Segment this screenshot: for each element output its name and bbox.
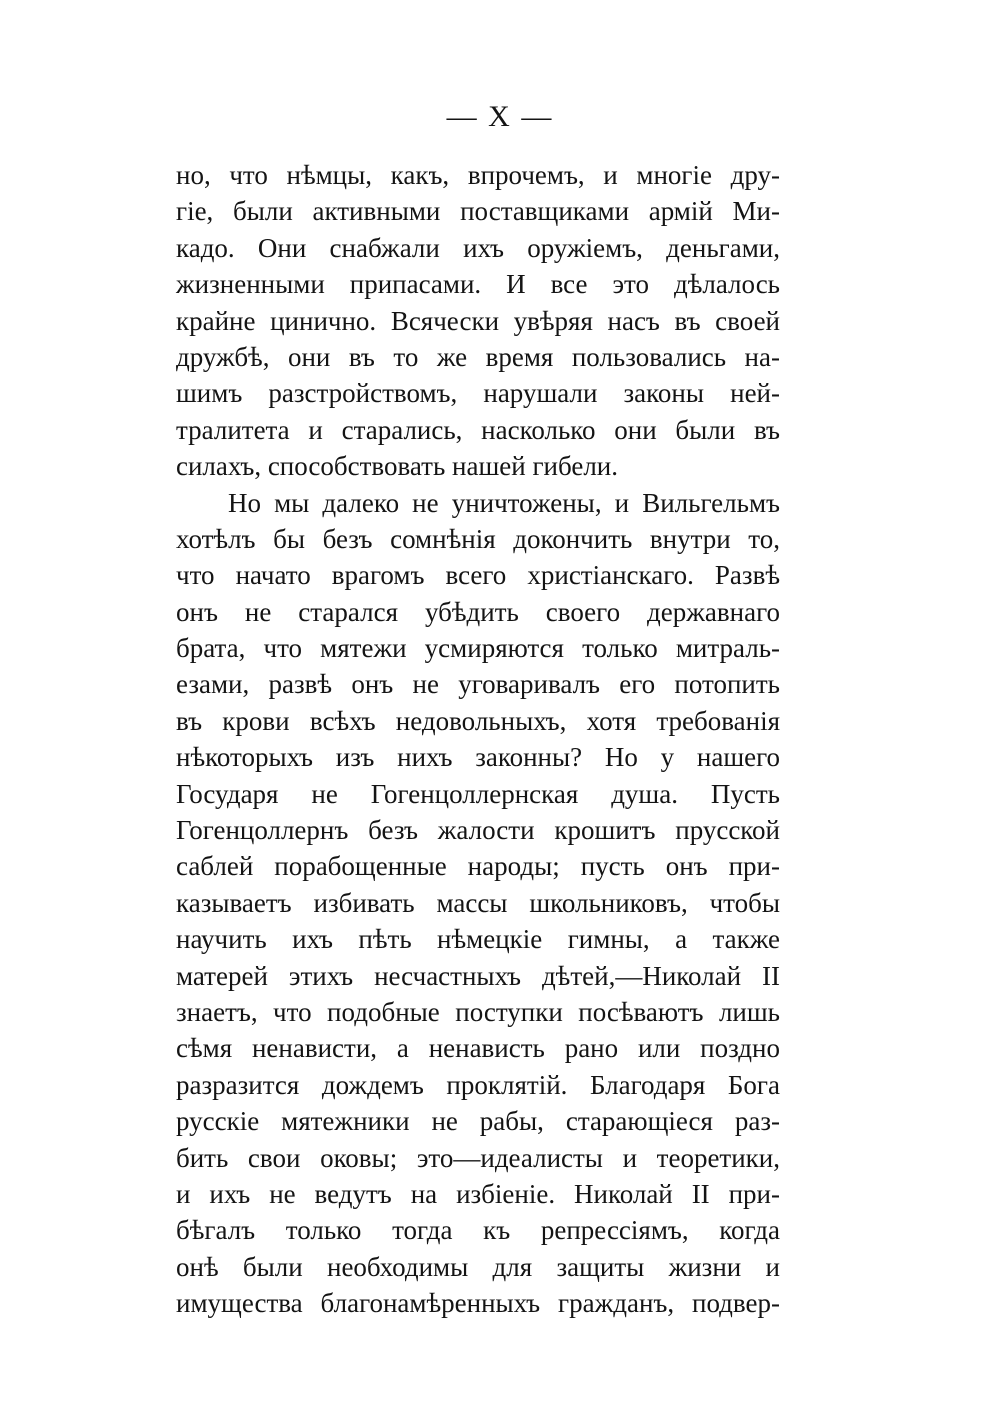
text-line: Но мы далеко не уничтожены, и Вильгельмъ [228, 487, 780, 518]
text-line: казываетъ избивать массы школьниковъ, чтобы [176, 887, 780, 918]
text-line: тралитета и старались, насколько они были въ [176, 414, 780, 445]
text-line: силахъ, способствовать нашей гибели. [176, 451, 619, 482]
text-line: жизненными припасами. И все это дѣлалось [176, 269, 780, 300]
body-text [176, 157, 780, 1322]
text-line: шимъ разстройствомъ, нарушали законы ней- [176, 378, 780, 409]
text-line: бить свои оковы; это—идеалисты и теоретики, [176, 1142, 780, 1173]
text-line: но, что нѣмцы, какъ, впрочемъ, и многіе дру- [176, 160, 780, 190]
text-line: разразится дождемъ проклятій. Благодаря Бога [176, 1069, 780, 1100]
text-line: нѣкоторыхъ изъ нихъ законны? Но у нашего [176, 742, 780, 773]
paragraph-1 [176, 157, 780, 485]
text-line: бѣгалъ только тогда къ репрессіямъ, когда [176, 1215, 780, 1246]
text-line: знаетъ, что подобные поступки посѣваютъ лишь [176, 996, 780, 1027]
text-line: матерей этихъ несчастныхъ дѣтей,—Николай II [176, 960, 780, 991]
text-line: кадо. Они снабжали ихъ оружіемъ, деньгами, [176, 232, 780, 263]
text-line: сѣмя ненависти, а ненависть рано или поздно [176, 1033, 780, 1064]
text-line: саблей порабощенные народы; пусть онъ при- [176, 851, 780, 882]
text-line: езами, развѣ онъ не уговаривалъ его потопить [176, 669, 780, 700]
text-line: брата, что мятежи усмиряются только митраль- [176, 633, 780, 664]
text-line: онѣ были необходимы для защиты жизни и [176, 1251, 780, 1282]
text-line: и ихъ не ведутъ на избіеніе. Николай II при- [176, 1178, 780, 1209]
text-line: дружбѣ, они въ то же время пользовались на- [176, 341, 780, 372]
paragraph-2 [176, 485, 780, 1322]
text-line: что начато врагомъ всего христіанскаго. Развѣ [176, 560, 780, 591]
text-line: Государя не Гогенцоллернская душа. Пусть [176, 778, 780, 809]
text-line: имущества благонамѣренныхъ гражданъ, подвер- [176, 1288, 780, 1319]
text-line: крайне цинично. Всячески увѣряя насъ въ своей [176, 305, 780, 336]
page-number: — X — [446, 100, 554, 133]
text-line: Гогенцоллернъ безъ жалости крошитъ прусской [176, 815, 780, 846]
text-line: хотѣлъ бы безъ сомнѣнія докончить внутри то, [176, 523, 780, 554]
text-line: гіе, были активными поставщиками армій Ми- [176, 196, 780, 227]
text-line: научить ихъ пѣть нѣмецкіе гимны, а также [176, 924, 780, 955]
text-line: въ крови всѣхъ недовольныхъ, хотя требованія [176, 705, 780, 736]
text-line: русскіе мятежники не рабы, старающіеся раз- [176, 1106, 780, 1137]
text-line: онъ не старался убѣдить своего державнаго [176, 596, 780, 627]
